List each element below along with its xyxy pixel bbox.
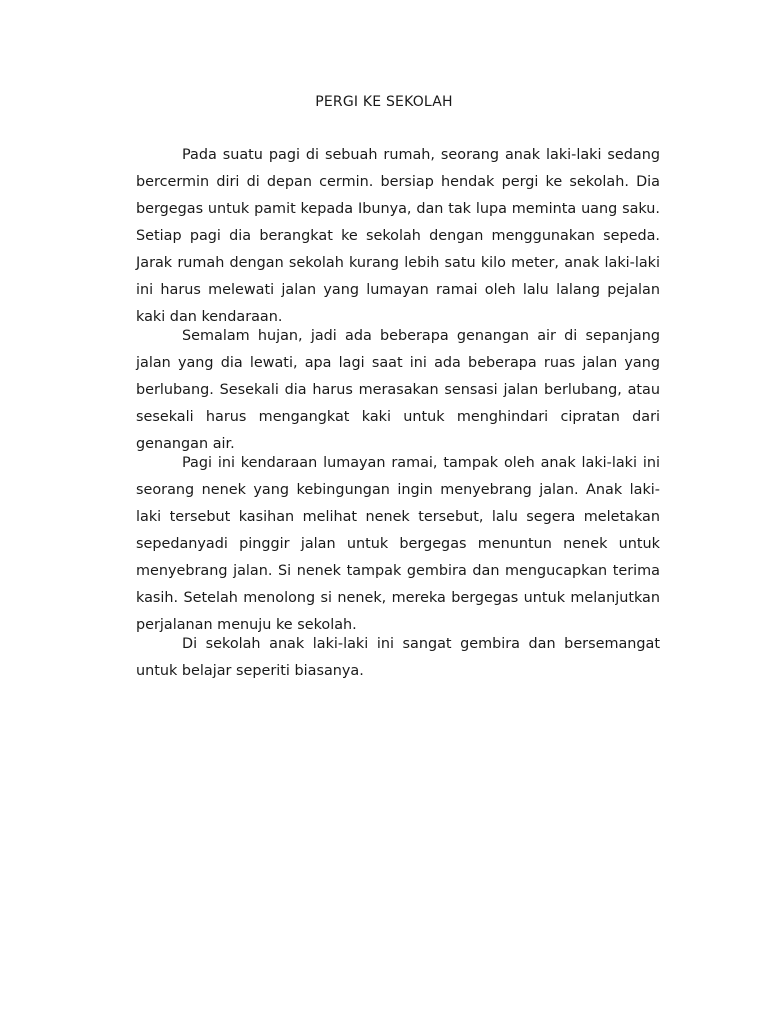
document-body bbox=[136, 142, 660, 685]
paragraph-3: Pagi ini kendaraan lumayan ramai, tampak oleh anak laki-laki ini seorang nenek yang kebingungan ingin menyebrang jalan. Anak laki-laki tersebut kasihan melihat nenek tersebut, lalu segera meletakan sepedanyadi pinggir jalan untuk bergegas menuntun nenek untuk menyebrang jalan. Si nenek tampak gembira dan mengucapkan terima kasih. Setelah menolong si nenek, mereka bergegas untuk melanjutkan perjalanan menuju ke sekolah. bbox=[136, 455, 660, 633]
paragraph-4: Di sekolah anak laki-laki ini sangat gembira dan bersemangat untuk belajar seperiti biasanya. bbox=[136, 636, 660, 679]
paragraph-1: Pada suatu pagi di sebuah rumah, seorang anak laki-laki sedang bercermin diri di depan cermin. bersiap hendak pergi ke sekolah. Dia bergegas untuk pamit kepada Ibunya, dan tak lupa meminta uang saku. Setiap pagi dia berangkat ke sekolah dengan menggunakan sepeda. Jarak rumah dengan sekolah kurang lebih satu kilo meter, anak laki-laki ini harus melewati jalan yang lumayan ramai oleh lalu lalang pejalan kaki dan kendaraan. bbox=[136, 147, 660, 325]
document-title: PERGI KE SEKOLAH bbox=[315, 94, 453, 110]
paragraph-2: Semalam hujan, jadi ada beberapa genangan air di sepanjang jalan yang dia lewati, apa lagi saat ini ada beberapa ruas jalan yang berlubang. Sesekali dia harus merasakan sensasi jalan berlubang, atau sesekali harus mengangkat kaki untuk menghindari cipratan dari genangan air. bbox=[136, 328, 660, 452]
